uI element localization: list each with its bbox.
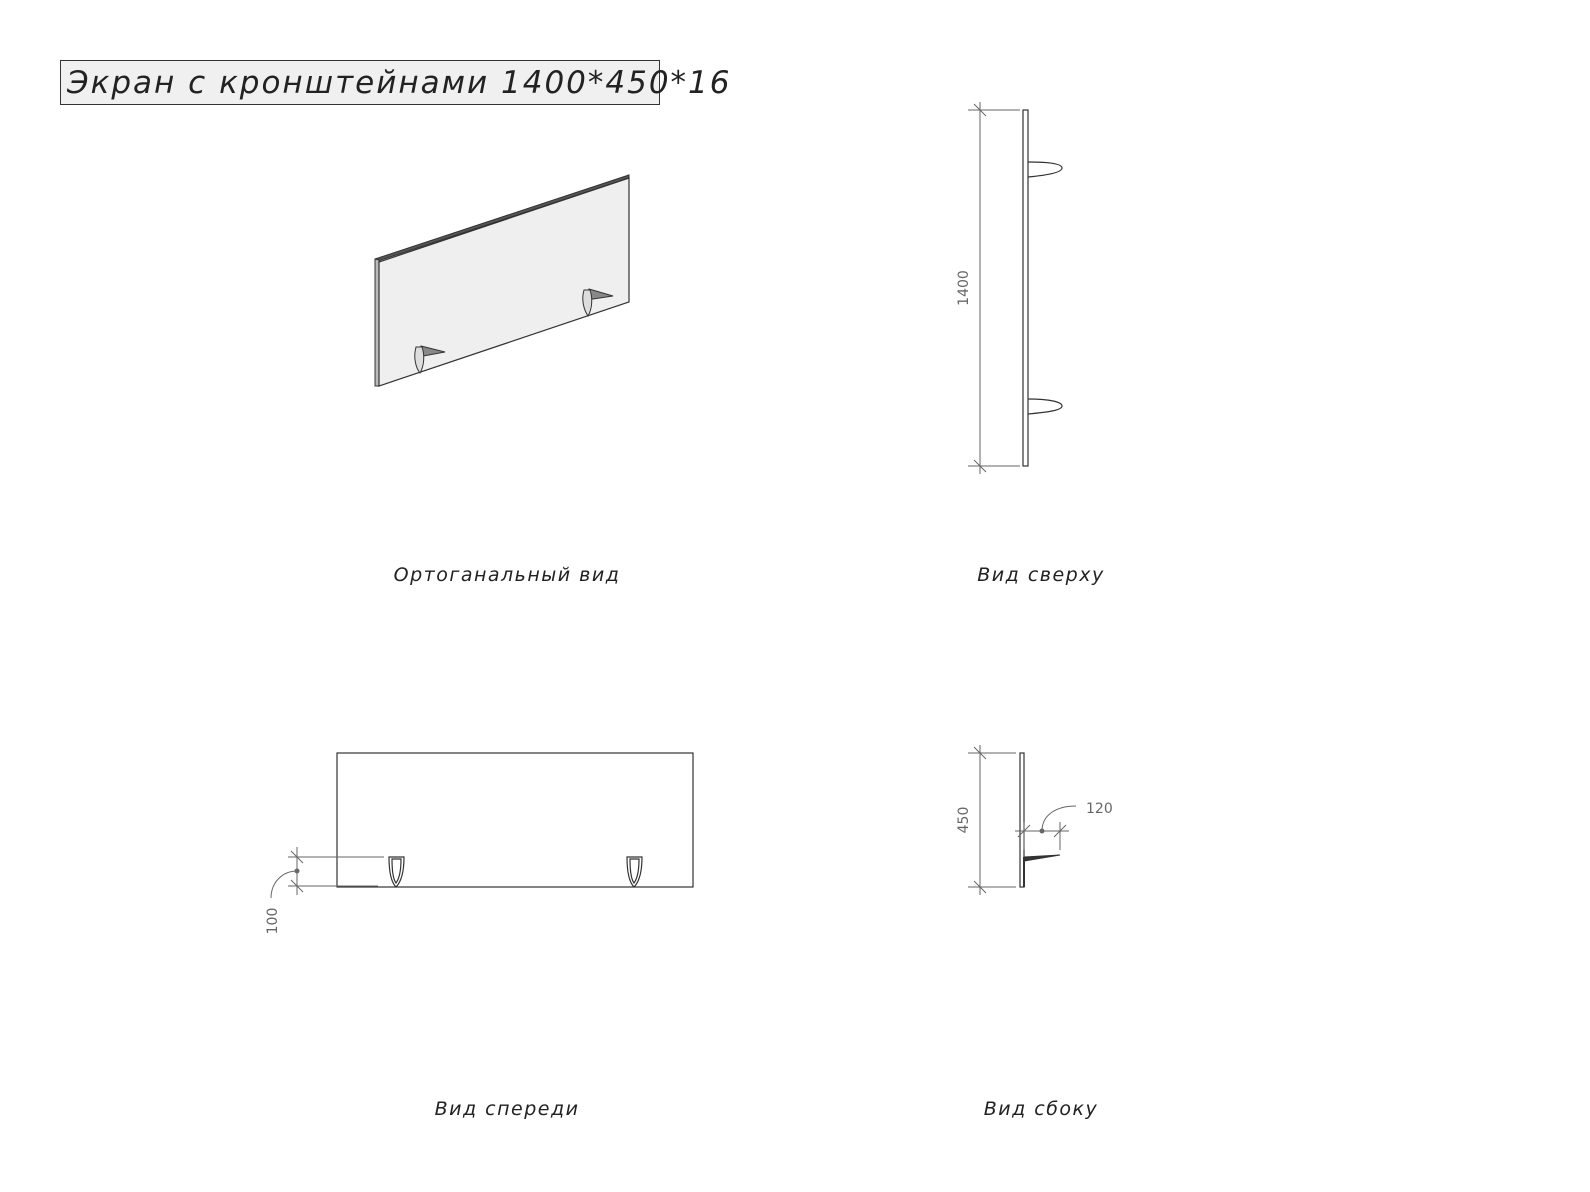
ortho-view-caption: Ортоганальный вид xyxy=(393,564,621,586)
top-view xyxy=(968,102,1062,474)
drawing-title: Экран с кронштейнами 1400*450*16 xyxy=(67,64,732,101)
top-dim-label: 1400 xyxy=(956,270,972,306)
top-bracket-lower xyxy=(1028,399,1062,414)
side-height-dimension xyxy=(968,745,1016,895)
side-bracket xyxy=(1024,855,1060,887)
side-view xyxy=(968,745,1076,895)
front-bracket-right xyxy=(627,857,642,887)
side-height-dim-label: 450 xyxy=(956,806,972,834)
front-view xyxy=(271,753,693,898)
top-panel xyxy=(1023,110,1028,466)
front-dimension xyxy=(271,847,384,898)
front-bracket-left xyxy=(389,857,404,887)
front-view-caption: Вид спереди xyxy=(434,1098,580,1120)
side-depth-dim-label: 120 xyxy=(1086,801,1113,817)
front-dim-label: 100 xyxy=(265,907,281,935)
top-bracket-upper xyxy=(1028,162,1062,177)
top-view-caption: Вид сверху xyxy=(977,564,1105,586)
side-view-caption: Вид сбоку xyxy=(983,1098,1099,1120)
top-dimension xyxy=(968,102,1020,474)
front-panel xyxy=(337,753,693,887)
ortho-view xyxy=(375,175,629,386)
